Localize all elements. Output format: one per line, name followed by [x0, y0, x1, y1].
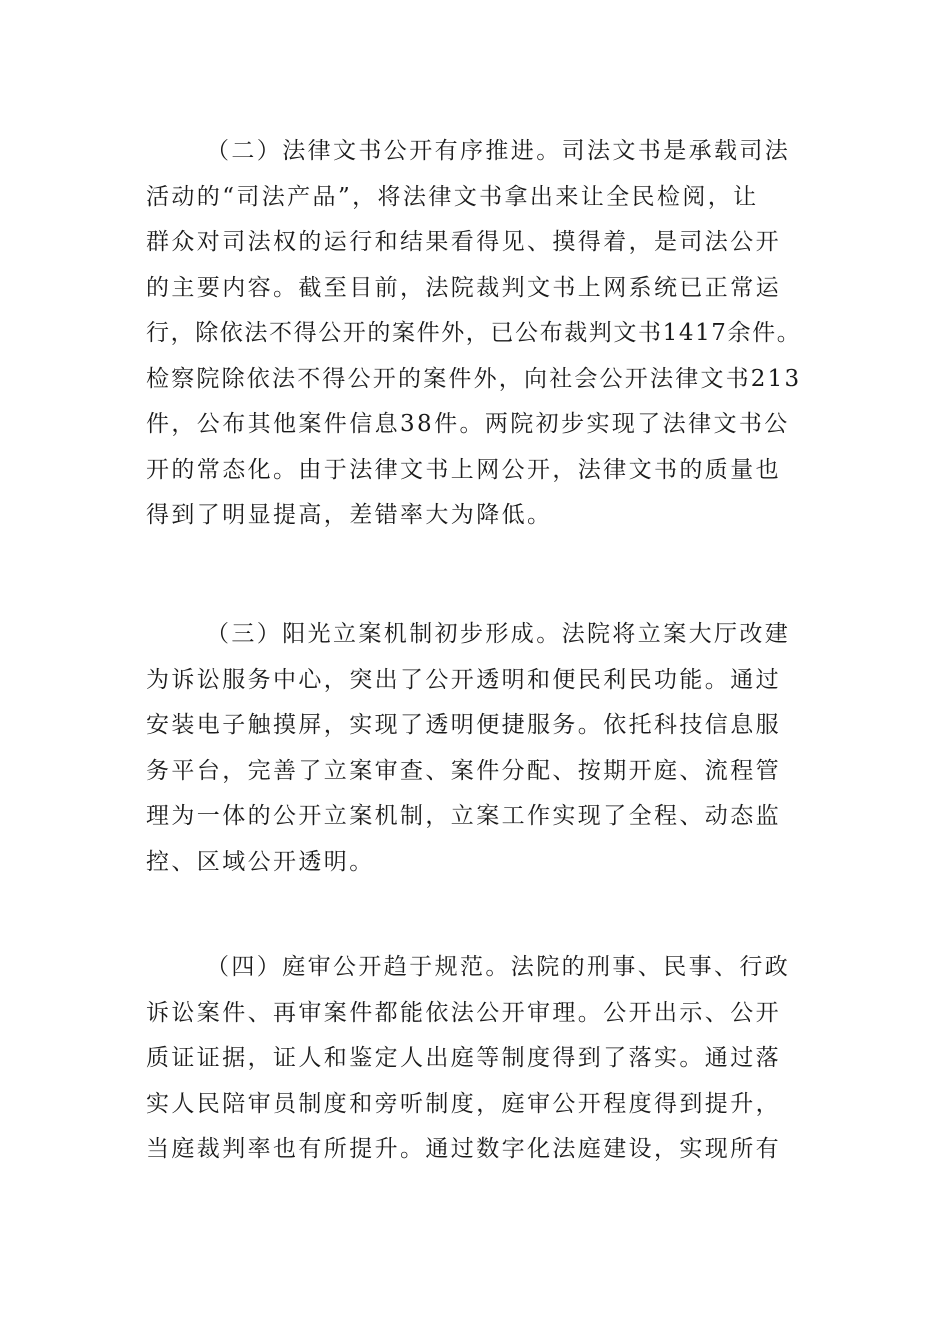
paragraph-line: 安装电子触摸屏，实现了透明便捷服务。依托科技信息服: [146, 712, 781, 738]
paragraph-line: （四）庭审公开趋于规范。法院的刑事、民事、行政: [206, 954, 791, 980]
paragraph-line: 质证证据，证人和鉴定人出庭等制度得到了落实。通过落: [146, 1045, 781, 1071]
paragraph-line: 件，公布其他案件信息38件。两院初步实现了法律文书公: [146, 411, 790, 437]
paragraph-court-trial: [146, 945, 806, 1173]
paragraph-line: 群众对司法权的运行和结果看得见、摸得着，是司法公开: [146, 229, 781, 255]
paragraph-line: 诉讼案件、再审案件都能依法公开审理。公开出示、公开: [146, 999, 781, 1026]
paragraph-line: 为诉讼服务中心，突出了公开透明和便民利民功能。通过: [146, 666, 781, 693]
paragraph-line: 的主要内容。截至目前，法院裁判文书上网系统已正常运: [146, 274, 781, 301]
paragraph-line: 实人民陪审员制度和旁听制度，庭审公开程度得到提升，: [146, 1090, 781, 1117]
paragraph-line: 检察院除依法不得公开的案件外，向社会公开法律文书213: [146, 365, 802, 392]
paragraph-line: 理为一体的公开立案机制，立案工作实现了全程、动态监: [146, 803, 781, 829]
paragraph-line: 当庭裁判率也有所提升。通过数字化法庭建设，实现所有: [146, 1136, 781, 1162]
paragraph-case-filing: [146, 612, 806, 885]
paragraph-line: （三）阳光立案机制初步形成。法院将立案大厅改建: [206, 621, 791, 647]
paragraph-line: 控、区域公开透明。: [146, 848, 375, 875]
paragraph-line: 开的常态化。由于法律文书上网公开，法律文书的质量也: [146, 456, 781, 483]
paragraph-line: 得到了明显提高，差错率大为降低。: [146, 502, 553, 528]
paragraph-legal-documents: [146, 129, 806, 539]
paragraph-line: 务平台，完善了立案审查、案件分配、按期开庭、流程管: [146, 757, 781, 784]
paragraph-line: 行，除依法不得公开的案件外，已公布裁判文书1417余件。: [146, 320, 802, 346]
paragraph-line: 活动的“司法产品”，将法律文书拿出来让全民检阅，让: [146, 183, 759, 210]
paragraph-line: （二）法律文书公开有序推进。司法文书是承载司法: [206, 138, 791, 164]
